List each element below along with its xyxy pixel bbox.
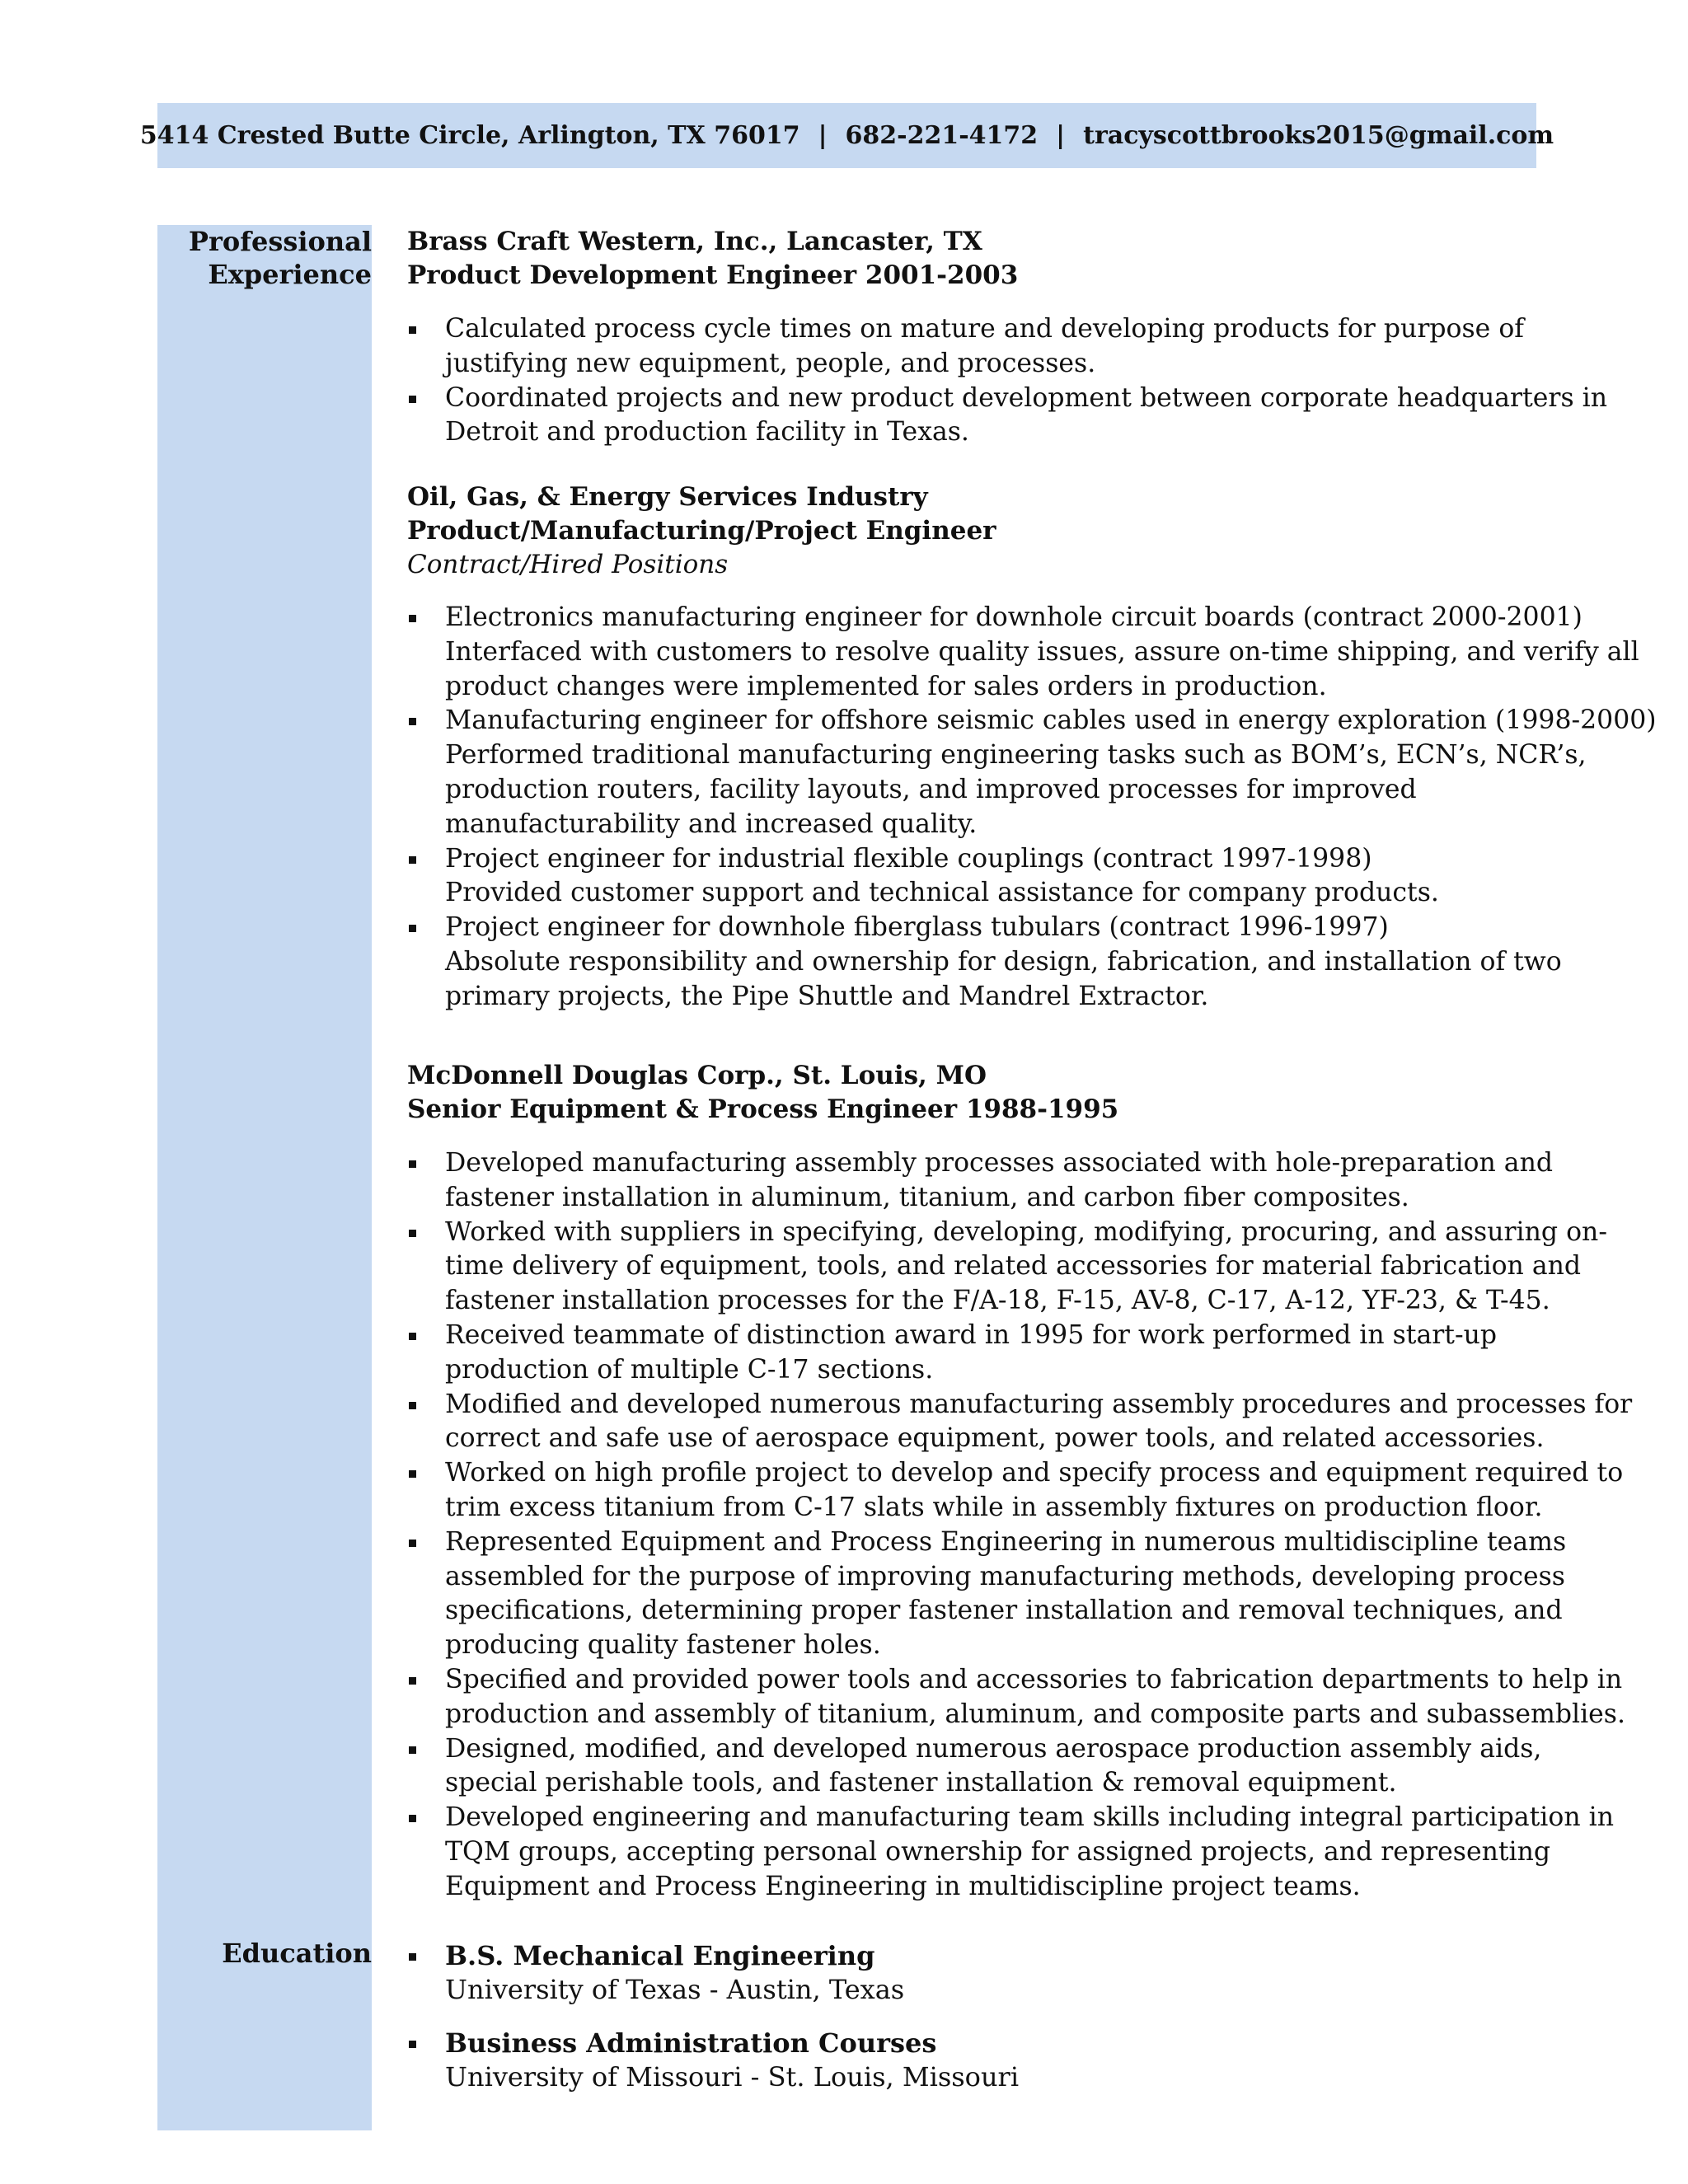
list-item xyxy=(407,1663,1625,1732)
list-item xyxy=(407,1526,1567,1663)
bullet-icon xyxy=(409,718,416,725)
bullet-icon xyxy=(409,1746,416,1754)
bullet-text: TQM groups, accepting personal ownership for assigned projects, and representing xyxy=(445,1836,1551,1867)
bullet-text: primary projects, the Pipe Shuttle and Mandrel Extractor. xyxy=(445,981,1209,1011)
section-label-line: Professional xyxy=(188,226,372,257)
bullet-text: Equipment and Process Engineering in multidiscipline project teams. xyxy=(445,1871,1361,1901)
bullet-text: Interfaced with customers to resolve quality issues, assure on-time shipping, and verify all xyxy=(445,636,1639,667)
list-item xyxy=(407,1216,1607,1319)
bullet-text: production routers, facility layouts, and improved processes for improved xyxy=(445,774,1417,804)
job-entry xyxy=(407,480,1561,582)
list-item xyxy=(407,911,1561,1014)
contact-phone: 682-221-4172 xyxy=(845,121,1039,150)
bullet-text: Designed, modified, and developed numerous aerospace production assembly aids, xyxy=(445,1733,1542,1764)
list-item xyxy=(407,1456,1624,1526)
bullet-text: Calculated process cycle times on mature and developing products for purpose of xyxy=(445,314,1524,344)
bullet-text: justifying new equipment, people, and processes. xyxy=(445,348,1096,378)
bullet-icon xyxy=(409,1160,416,1168)
job-note: Contract/Hired Positions xyxy=(407,550,729,579)
bullet-text: correct and safe use of aerospace equipment, power tools, and related accessories. xyxy=(445,1423,1545,1454)
section-label-line: Education xyxy=(222,1938,372,1969)
education-school: University of Missouri - St. Louis, Missouri xyxy=(445,2061,1020,2093)
job-bullets xyxy=(407,1146,1633,1905)
contact-email: tracyscottbrooks2015@gmail.com xyxy=(1083,121,1554,150)
bullet-text: production and assembly of titanium, aluminum, and composite parts and subassemblies. xyxy=(445,1699,1625,1729)
job-employer: Oil, Gas, & Energy Services Industry xyxy=(407,482,928,512)
bullet-text: Absolute responsibility and ownership for design, fabrication, and installation of two xyxy=(445,946,1562,977)
education-degree: B.S. Mechanical Engineering xyxy=(445,1940,875,1971)
bullet-text: Worked with suppliers in specifying, developing, modifying, procuring, and assuring on- xyxy=(445,1216,1607,1247)
job-bullets xyxy=(407,601,1657,1015)
bullet-text: specifications, determining proper fastener installation and removal techniques, and xyxy=(445,1596,1563,1626)
bullet-text: Electronics manufacturing engineer for downhole circuit boards (contract 2000-2001) xyxy=(445,602,1582,632)
education-entry xyxy=(407,1939,904,2007)
job-title: Product Development Engineer 2001-2003 xyxy=(407,260,1019,290)
job-entry xyxy=(407,1059,1561,1127)
contact-address: 5414 Crested Butte Circle, Arlington, TX 76017 xyxy=(139,121,800,150)
bullet-icon xyxy=(409,1333,416,1340)
bullet-text: Project engineer for downhole fiberglass tubulars (contract 1996-1997) xyxy=(445,912,1389,943)
bullet-icon xyxy=(409,1953,416,1961)
bullet-text: product changes were implemented for sales orders in production. xyxy=(445,671,1327,701)
bullet-text: Coordinated projects and new product development between corporate headquarters in xyxy=(445,382,1607,413)
list-item xyxy=(407,1388,1633,1457)
bullet-icon xyxy=(409,1540,416,1547)
bullet-text: Modified and developed numerous manufacturing assembly procedures and processes for xyxy=(445,1389,1633,1419)
list-item xyxy=(407,704,1657,841)
job-employer: Brass Craft Western, Inc., Lancaster, TX xyxy=(407,227,982,256)
list-item xyxy=(407,1146,1561,1216)
bullet-text: Provided customer support and technical assistance for company products. xyxy=(445,878,1439,908)
education-degree: Business Administration Courses xyxy=(445,2027,937,2059)
list-item xyxy=(407,382,1607,451)
contact-separator: | xyxy=(1056,121,1066,150)
bullet-text: Received teammate of distinction award in 1995 for work performed in start-up xyxy=(445,1319,1498,1350)
section-label-experience xyxy=(157,225,372,291)
bullet-text: assembled for the purpose of improving manufacturing methods, developing process xyxy=(445,1561,1565,1591)
bullet-text: special perishable tools, and fastener installation & removal equipment. xyxy=(445,1768,1397,1798)
list-item xyxy=(407,1732,1561,1802)
bullet-icon xyxy=(409,615,416,622)
bullet-icon xyxy=(409,326,416,334)
bullet-icon xyxy=(409,856,416,864)
bullet-text: producing quality fastener holes. xyxy=(445,1630,881,1661)
bullet-icon xyxy=(409,1815,416,1822)
list-item xyxy=(407,1319,1561,1388)
bullet-icon xyxy=(409,925,416,932)
bullet-icon xyxy=(409,1470,416,1478)
contact-bar xyxy=(139,103,1554,168)
contact-separator: | xyxy=(818,121,828,150)
job-entry xyxy=(407,225,1561,293)
bullet-text: time delivery of equipment, tools, and related accessories for material fabrication and xyxy=(445,1251,1582,1282)
bullet-text: production of multiple C-17 sections. xyxy=(445,1354,934,1385)
list-item xyxy=(407,601,1639,704)
bullet-text: trim excess titanium from C-17 slats while in assembly fixtures on production floor. xyxy=(445,1492,1543,1522)
job-employer: McDonnell Douglas Corp., St. Louis, MO xyxy=(407,1061,987,1090)
bullet-text: Manufacturing engineer for offshore seismic cables used in energy exploration (1998-2000) xyxy=(445,705,1657,736)
bullet-icon xyxy=(409,2041,416,2048)
bullet-text: Developed manufacturing assembly processes associated with hole-preparation and xyxy=(445,1148,1554,1178)
bullet-text: Detroit and production facility in Texas. xyxy=(445,417,969,448)
bullet-text: manufacturability and increased quality. xyxy=(445,808,978,839)
bullet-text: Worked on high profile project to develop and specify process and equipment required to xyxy=(445,1458,1624,1488)
bullet-icon xyxy=(409,396,416,403)
bullet-text: Represented Equipment and Process Engineering in numerous multidiscipline teams xyxy=(445,1526,1567,1557)
section-label-line: Experience xyxy=(208,259,372,290)
section-sidebar xyxy=(157,225,372,2130)
bullet-text: fastener installation in aluminum, titanium, and carbon fiber composites. xyxy=(445,1182,1409,1212)
bullet-icon xyxy=(409,1677,416,1685)
list-item xyxy=(407,1801,1614,1904)
bullet-text: Performed traditional manufacturing engineering tasks such as BOM’s, ECN’s, NCR’s, xyxy=(445,740,1587,771)
job-title: Product/Manufacturing/Project Engineer xyxy=(407,516,996,546)
job-title: Senior Equipment & Process Engineer 1988-1995 xyxy=(407,1094,1119,1124)
bullet-text: Developed engineering and manufacturing team skills including integral participation in xyxy=(445,1802,1614,1833)
bullet-text: fastener installation processes for the F/A-18, F-15, AV-8, C-17, A-12, YF-23, & T-45. xyxy=(445,1286,1550,1316)
job-bullets xyxy=(407,312,1607,450)
bullet-text: Specified and provided power tools and accessories to fabrication departments to help in xyxy=(445,1664,1623,1694)
bullet-icon xyxy=(409,1230,416,1237)
list-item xyxy=(407,842,1561,912)
education-entry xyxy=(407,2027,1019,2094)
bullet-icon xyxy=(409,1402,416,1409)
list-item xyxy=(407,312,1561,382)
section-label-education xyxy=(157,1937,372,1970)
education-school: University of Texas - Austin, Texas xyxy=(445,1974,905,2005)
bullet-text: Project engineer for industrial flexible couplings (contract 1997-1998) xyxy=(445,843,1372,874)
